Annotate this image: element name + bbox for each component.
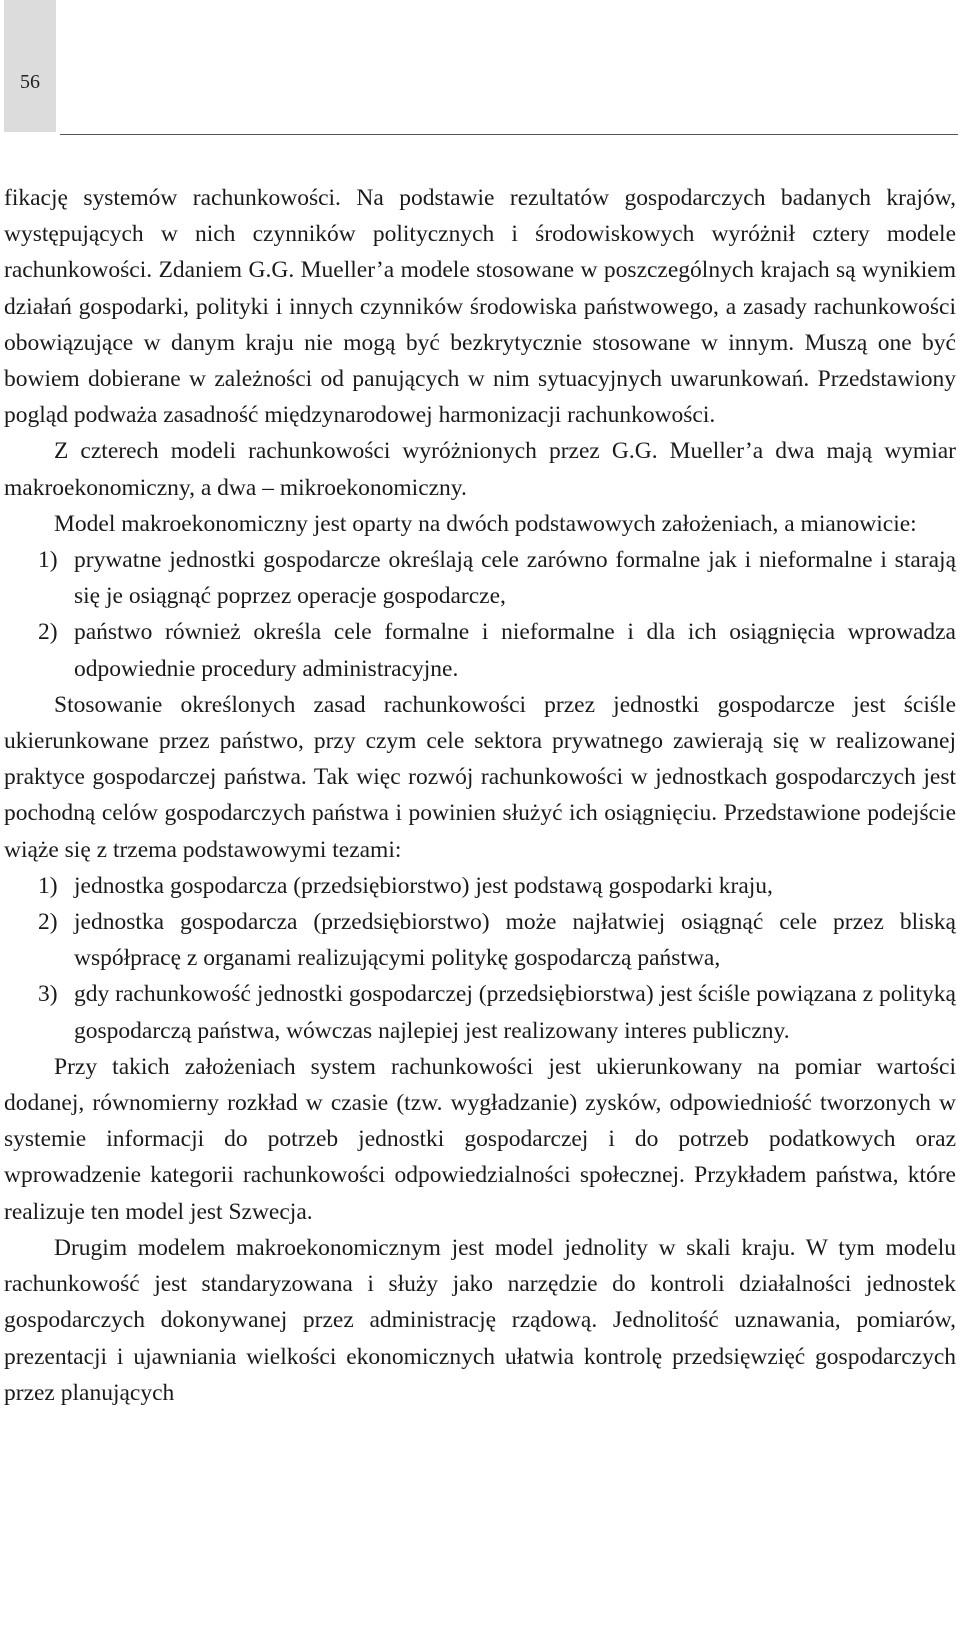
list-item-number: 2) xyxy=(38,909,58,936)
assumptions-list xyxy=(4,542,956,687)
list-item-text: jednostka gospodarcza (przedsiębiorstwo) jest podstawą gospodarki kraju, xyxy=(74,872,773,899)
list-item xyxy=(4,868,956,904)
list-item xyxy=(4,976,956,1048)
list-item-number: 1) xyxy=(38,872,58,899)
theses-list xyxy=(4,868,956,1049)
list-item xyxy=(4,542,956,614)
list-item-number: 2) xyxy=(38,619,58,646)
paragraph-6: Drugim modelem makroekonomicznym jest model jednolity w skali kraju. W tym modelu rachunkowość jest standaryzowana i służy jako narzędzie do kontroli działalności jednostek gospodarczych dokonywanej przez administrację rządową. Jednolitość uznawania, pomiarów, prezentacji i ujawniania wielkości ekonomicznych ułatwia kontrolę przedsięwzięć gospodarczych przez planujących xyxy=(4,1234,956,1406)
list-item xyxy=(4,614,956,686)
page-number: 56 xyxy=(20,71,40,93)
paragraph-4: Stosowanie określonych zasad rachunkowości przez jednostki gospodarcze jest ściśle ukierunkowane przez państwo, przy czym cele sektora prywatnego zawierają się w realizowanej praktyce gospodarczej państwa. Tak więc rozwój rachunkowości w jednostkach gospodarczych jest pochodną celów gospodarczych państwa i powinien służyć ich osiągnięciu. Przedstawione podejście wiąże się z trzema podstawowymi tezami: xyxy=(4,691,956,863)
paragraph-1: fikację systemów rachunkowości. Na podstawie rezultatów gospodarczych badanych krajów, występujących w nich czynników politycznych i środowiskowych wyróżnił cztery modele rachunkowości. Zdaniem G.G. Mueller’a modele stosowane w poszczególnych krajach są wynikiem działań gospodarki, polityki i innych czynników środowiska państwowego, a zasady rachunkowości obowiązujące w danym kraju nie mogą być bezkrytycznie stosowane w innym. Muszą one być bowiem dobierane w zależności od panujących w nim sytuacyjnych uwarunkowań. Przedstawiony pogląd podważa zasadność międzynarodowej harmonizacji rachunkowości. xyxy=(4,185,956,429)
list-item-text: prywatne jednostki gospodarcze określają cele zarówno formalne jak i nieformalne i starają się je osiągnąć poprzez operacje gospodarcze, xyxy=(74,547,956,610)
list-item-text: jednostka gospodarcza (przedsiębiorstwo) może najłatwiej osiągnąć cele przez bliską współpracę z organami realizującymi politykę gospodarczą państwa, xyxy=(74,909,956,972)
body-text xyxy=(4,180,956,1411)
paragraph-5: Przy takich założeniach system rachunkowości jest ukierunkowany na pomiar wartości dodanej, równomierny rozkład w czasie (tzw. wygładzanie) zysków, odpowiedniość tworzonych w systemie informacji do potrzeb jednostki gospodarczej i do potrzeb podatkowych oraz wprowadzenie kategorii rachunkowości odpowiedzialności społecznej. Przykładem państwa, które realizuje ten model jest Szwecja. xyxy=(4,1053,956,1225)
list-item xyxy=(4,904,956,976)
list-item-text: państwo również określa cele formalne i nieformalne i dla ich osiągnięcia wprowadza odpowiednie procedury administracyjne. xyxy=(74,619,956,682)
list-item-number: 1) xyxy=(38,547,58,574)
list-item-number: 3) xyxy=(38,981,58,1008)
paragraph-2: Z czterech modeli rachunkowości wyróżnionych przez G.G. Mueller’a dwa mają wymiar makroekonomiczny, a dwa – mikroekonomiczny. xyxy=(4,438,956,501)
page-number-tab xyxy=(4,0,56,132)
paragraph-3: Model makroekonomiczny jest oparty na dwóch podstawowych założeniach, a mianowicie: xyxy=(54,510,917,537)
header-rule xyxy=(60,134,958,135)
list-item-text: gdy rachunkowość jednostki gospodarczej (przedsiębiorstwa) jest ściśle powiązana z polityką gospodarczą państwa, wówczas najlepiej jest realizowany interes publiczny. xyxy=(74,981,956,1044)
